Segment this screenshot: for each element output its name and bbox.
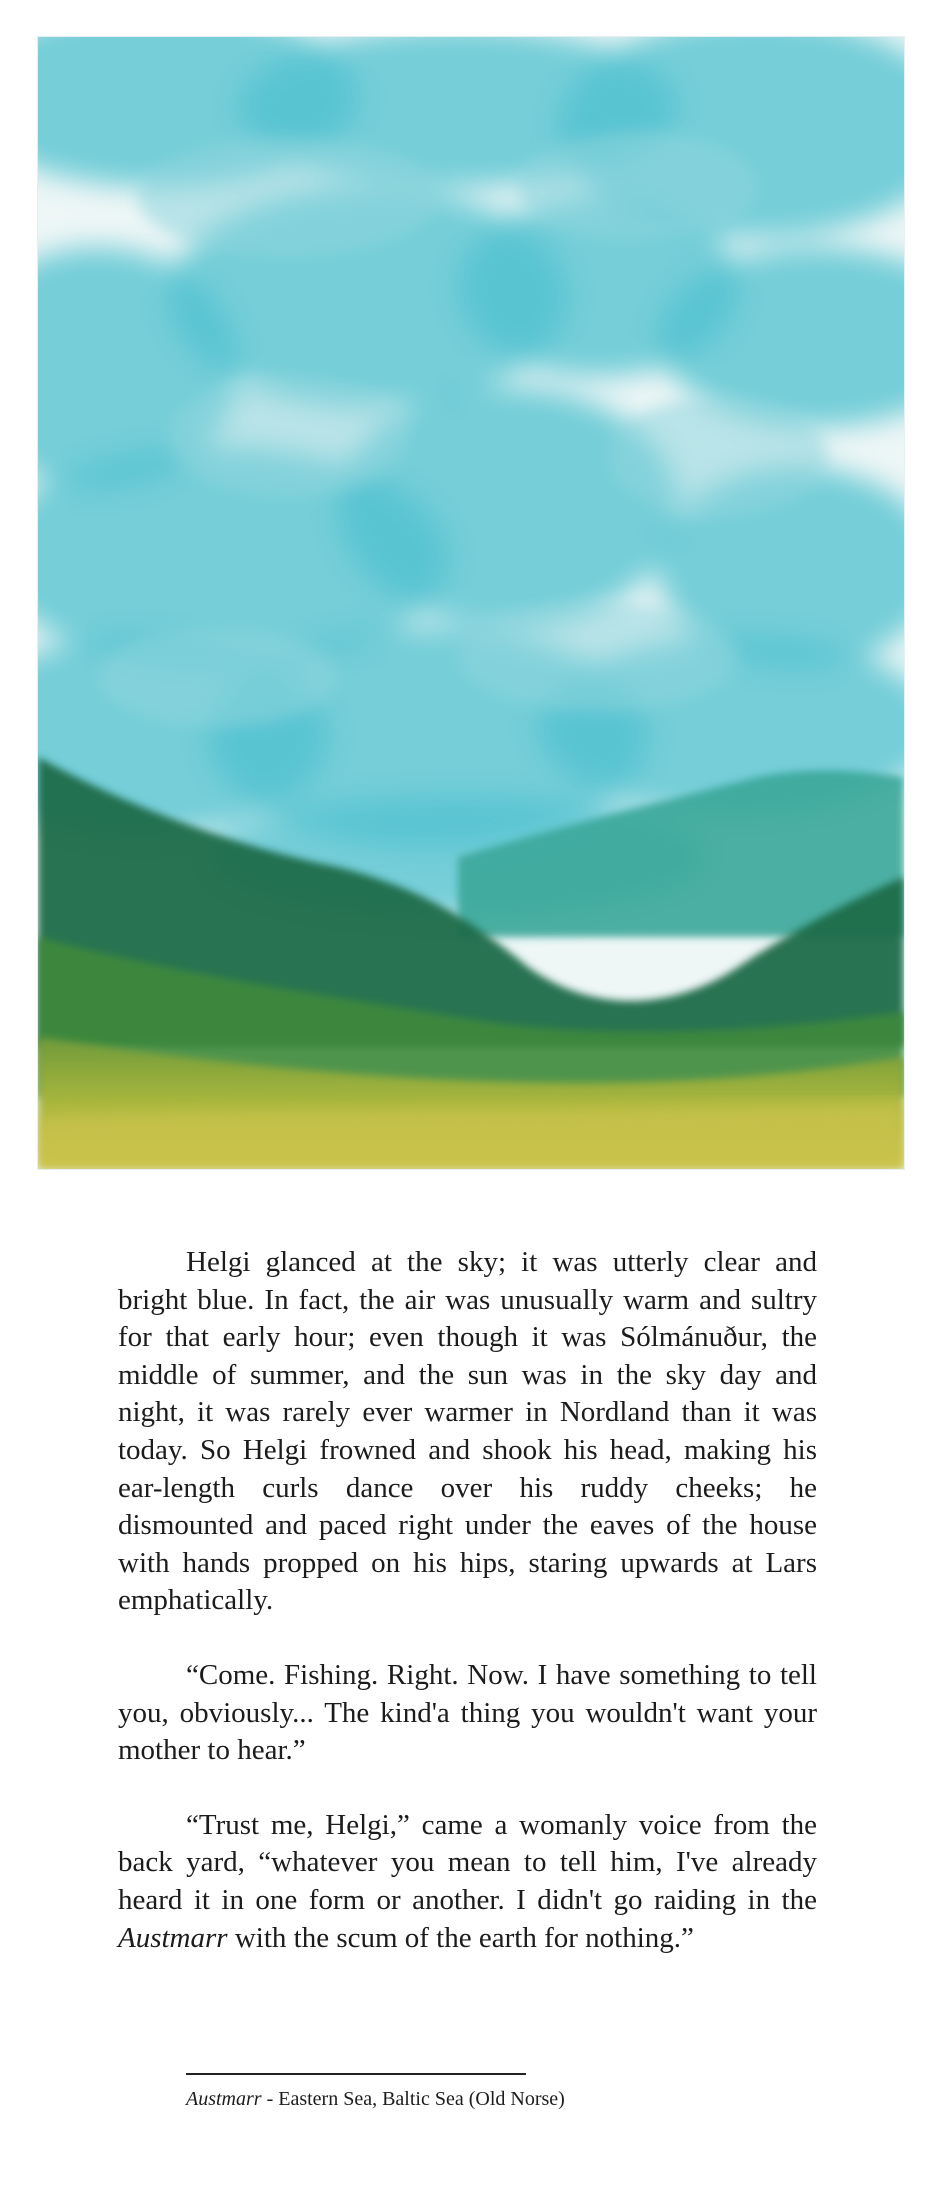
story-paragraph: “Come. Fishing. Right. Now. I have something to tell you, obviously... The kind'a thing you wouldn't want your mother to hear.” xyxy=(118,1658,817,1767)
story-text xyxy=(118,1244,817,1994)
story-paragraph xyxy=(118,1807,817,1957)
footnote-divider xyxy=(186,2073,526,2075)
footnote-definition: - Eastern Sea, Baltic Sea (Old Norse) xyxy=(261,2088,565,2110)
story-paragraph: Helgi glanced at the sky; it was utterly clear and bright blue. In fact, the air was unusually warm and sultry for that early hour; even though it was Sólmánuður, the middle of summer, and the sun was in the sky day and night, it was rarely ever warmer in Nordland than it was today. So Helgi frowned and shook his head, making his ear-length curls dance over his ruddy cheeks; he dismounted and paced right under the eaves of the house with hands propped on his hips, staring upwards at Lars emphatically. xyxy=(118,1246,817,1617)
landscape-icon xyxy=(38,37,904,1169)
footnote-term: Austmarr xyxy=(186,2088,262,2110)
story-text-segment: with the scum of the earth for nothing.” xyxy=(227,1921,694,1954)
story-text-segment: “Trust me, Helgi,” came a womanly voice from the back yard, “whatever you mean to tell him, I've already heard it in one form or another. I didn't go raiding in the xyxy=(118,1808,817,1916)
footnoted-term: Austmarr xyxy=(118,1921,228,1954)
watercolor-landscape-illustration xyxy=(37,36,905,1170)
footnote xyxy=(186,2086,565,2112)
